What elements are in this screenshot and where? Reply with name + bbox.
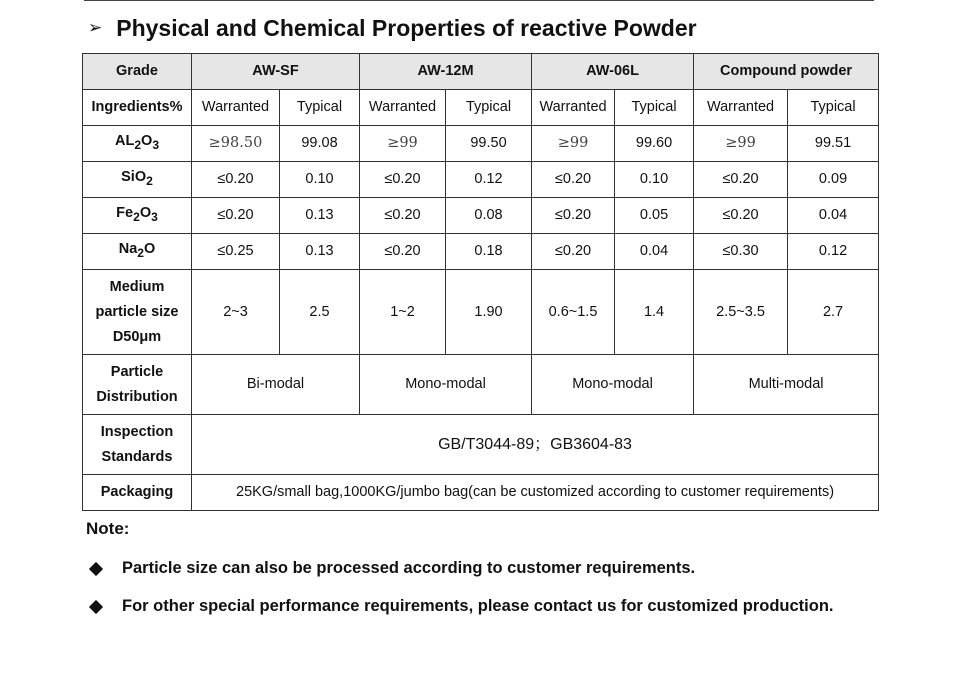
grade-aw-06l: AW-06L — [532, 54, 694, 90]
table-row-na2o — [83, 234, 879, 270]
note-text: Particle size can also be processed according to customer requirements. — [122, 559, 696, 577]
ingredients-row — [83, 90, 879, 126]
arrow-bullet-icon: ➢ — [88, 18, 103, 37]
table-cell: 99.50 — [446, 126, 532, 162]
diamond-bullet-icon — [89, 561, 103, 575]
table-cell: ≤0.20 — [360, 162, 446, 198]
row-label-packaging: Packaging — [83, 475, 192, 511]
table-cell: 2.5~3.5 — [694, 270, 788, 355]
table-row-particle-size — [83, 270, 879, 355]
table-row-fe2o3 — [83, 198, 879, 234]
table-cell: Mono-modal — [360, 355, 532, 415]
table-cell: ≤0.20 — [532, 162, 615, 198]
table-cell: 1.90 — [446, 270, 532, 355]
table-cell: 1.4 — [615, 270, 694, 355]
warranted-header: Warranted — [532, 90, 615, 126]
typical-header: Typical — [788, 90, 879, 126]
table-cell: 25KG/small bag,1000KG/jumbo bag(can be customized according to customer requirements) — [192, 475, 879, 511]
top-divider — [84, 0, 874, 1]
grade-aw-sf: AW-SF — [192, 54, 360, 90]
row-label-fe2o3: $Fe_2O_3$ — [83, 198, 192, 234]
table-cell: ≥99 — [694, 126, 788, 162]
ingredients-label: Ingredients% — [83, 90, 192, 126]
table-cell: 0.13 — [280, 234, 360, 270]
list-item — [88, 559, 695, 578]
table-cell: 2~3 — [192, 270, 280, 355]
table-cell: 0.12 — [446, 162, 532, 198]
table-row-inspection — [83, 415, 879, 475]
row-label-na2o: $Na_2O$ — [83, 234, 192, 270]
table-cell: 0.04 — [615, 234, 694, 270]
table-cell: 0.08 — [446, 198, 532, 234]
table-cell: ≤0.20 — [360, 234, 446, 270]
table-cell: ≤0.20 — [192, 162, 280, 198]
table-row-distribution — [83, 355, 879, 415]
table-cell: ≤0.20 — [192, 198, 280, 234]
table-cell: 2.7 — [788, 270, 879, 355]
page-title: Physical and Chemical Properties of reactive Powder — [116, 14, 697, 41]
table-cell: 99.51 — [788, 126, 879, 162]
table-cell: Multi-modal — [694, 355, 879, 415]
table-cell: ≤0.20 — [532, 234, 615, 270]
warranted-header: Warranted — [192, 90, 280, 126]
table-cell: ≤0.30 — [694, 234, 788, 270]
table-cell: 1~2 — [360, 270, 446, 355]
table-cell: 0.13 — [280, 198, 360, 234]
table-cell: Mono-modal — [532, 355, 694, 415]
table-cell: 0.05 — [615, 198, 694, 234]
table-row-sio2 — [83, 162, 879, 198]
grade-header-row — [83, 54, 879, 90]
note-title: Note: — [86, 519, 130, 538]
row-label-particle-size: Medium particle size D50μm — [83, 270, 192, 355]
row-label-al2o3: $AL_2O_3$ — [83, 126, 192, 162]
table-cell: 99.08 — [280, 126, 360, 162]
table-cell: 0.10 — [615, 162, 694, 198]
table-cell: ≥98.50 — [192, 126, 280, 162]
grade-label: Grade — [83, 54, 192, 90]
table-cell: 0.04 — [788, 198, 879, 234]
table-cell: ≤0.20 — [532, 198, 615, 234]
table-cell: 0.10 — [280, 162, 360, 198]
table-cell: ≤0.20 — [694, 198, 788, 234]
warranted-header: Warranted — [360, 90, 446, 126]
table-cell: 0.12 — [788, 234, 879, 270]
table-cell: GB/T3044-89；GB3604-83 — [192, 415, 879, 475]
table-cell: ≥99 — [360, 126, 446, 162]
table-cell: 2.5 — [280, 270, 360, 355]
section-heading — [88, 12, 697, 44]
properties-table — [82, 53, 879, 511]
table-cell: 99.60 — [615, 126, 694, 162]
diamond-bullet-icon — [89, 599, 103, 613]
typical-header: Typical — [615, 90, 694, 126]
row-label-distribution: Particle Distribution — [83, 355, 192, 415]
table-cell: 0.18 — [446, 234, 532, 270]
warranted-header: Warranted — [694, 90, 788, 126]
typical-header: Typical — [446, 90, 532, 126]
grade-aw-12m: AW-12M — [360, 54, 532, 90]
table-row-packaging — [83, 475, 879, 511]
table-row-al2o3 — [83, 126, 879, 162]
row-label-inspection: Inspection Standards — [83, 415, 192, 475]
table-cell: 0.09 — [788, 162, 879, 198]
row-label-sio2: SiO$_2$ — [83, 162, 192, 198]
table-cell: 0.6~1.5 — [532, 270, 615, 355]
note-text: For other special performance requirements, please contact us for customized production. — [122, 597, 834, 615]
list-item — [88, 597, 834, 616]
table-cell: ≤0.20 — [694, 162, 788, 198]
table-cell: ≥99 — [532, 126, 615, 162]
typical-header: Typical — [280, 90, 360, 126]
table-cell: Bi-modal — [192, 355, 360, 415]
table-cell: ≤0.25 — [192, 234, 280, 270]
grade-compound-powder: Compound powder — [694, 54, 879, 90]
table-cell: ≤0.20 — [360, 198, 446, 234]
